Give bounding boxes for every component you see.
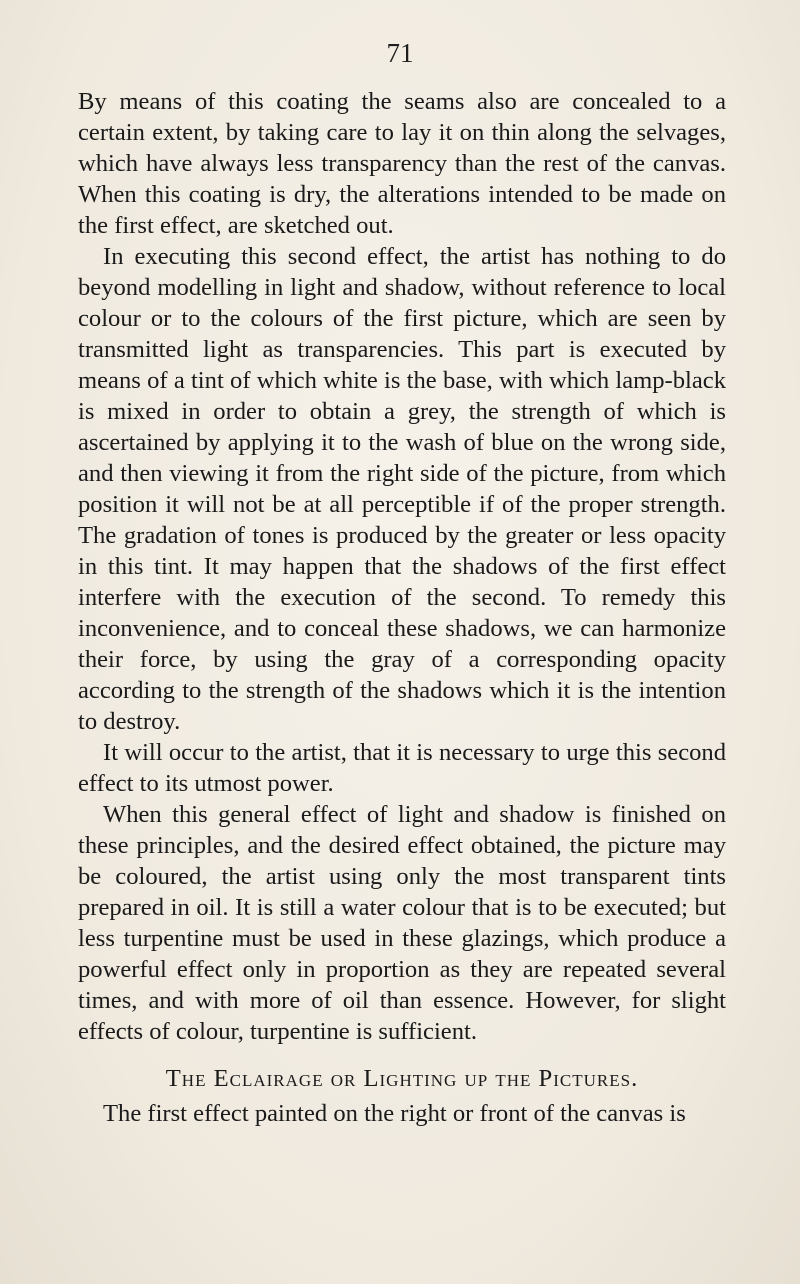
paragraph-coating: By means of this coating the seams also are concealed to a certain extent, by taking care to lay it on thin along the selvages, which have always less transparency than the rest of the canvas. When this coating is dry, the alterations intended to be made on the first effect, are sketched out. — [78, 88, 726, 239]
paragraph-second-effect: In executing this second effect, the artist has nothing to do beyond modelling in light and shadow, without reference to local colour or to the colours of the first picture, which are seen by transmitted light as transparencies. This part is executed by means of a tint of which white is the base, with which lamp-black is mixed in order to obtain a grey, the strength of which is ascertained by applying it to the wash of blue on the wrong side, and then viewing it from the right side of the picture, from which position it will not be at all perceptible if of the proper strength. The gradation of tones is produced by the greater or less opacity in this tint. It may happen that the shadows of the first effect interfere with the execution of the second. To remedy this inconvenience, and to conceal these shadows, we can harmonize their force, by using the gray of a corresponding opacity according to the strength of the shadows which it is the intention to destroy. — [78, 243, 726, 735]
body-text — [78, 86, 726, 1129]
section-heading: The Eclairage or Lighting up the Pictures. — [165, 1065, 639, 1092]
paragraph-utmost-power: It will occur to the artist, that it is necessary to urge this second effect to its utmost power. — [78, 739, 726, 797]
paragraph-colouring: When this general effect of light and shadow is finished on these principles, and the desired effect obtained, the picture may be coloured, the artist using only the most transparent tints prepared in oil. It is still a water colour that is to be executed; but less turpentine must be used in these glazings, which produce a powerful effect only in proportion as they are repeated several times, and with more of oil than essence. However, for slight effects of colour, turpentine is sufficient. — [78, 801, 726, 1045]
page-number: 71 — [386, 38, 414, 68]
paragraph-first-effect: The first effect painted on the right or front of the canvas is — [103, 1100, 686, 1127]
